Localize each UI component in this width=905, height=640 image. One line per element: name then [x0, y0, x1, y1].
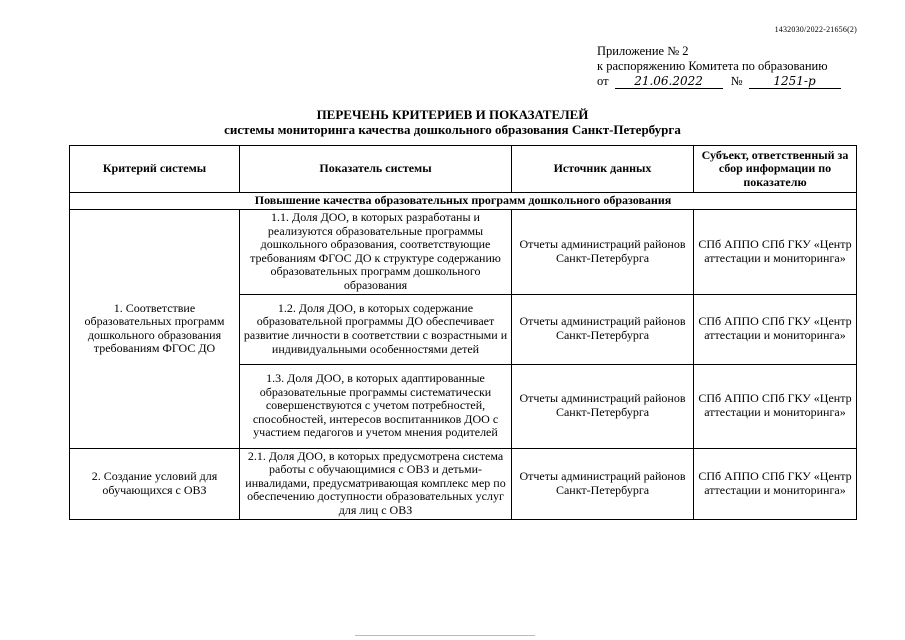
header-criterion: Критерий системы — [70, 146, 240, 193]
appendix-order-line: к распоряжению Комитета по образованию — [597, 59, 828, 73]
section-title: Повышение качества образовательных программ дошкольного образования — [70, 193, 857, 210]
responsible-cell: СПб АППО СПб ГКУ «Центр аттестации и мониторинга» — [694, 448, 857, 519]
page-title — [0, 107, 905, 137]
section-row — [70, 193, 857, 210]
scan-artifact-line — [355, 635, 535, 636]
responsible-cell: СПб АППО СПб ГКУ «Центр аттестации и мониторинга» — [694, 210, 857, 295]
appendix-block — [597, 44, 841, 89]
source-cell: Отчеты администраций районов Санкт-Петербурга — [512, 294, 694, 364]
handwritten-number: 1251-р — [749, 74, 841, 89]
criterion-cell: 2. Создание условий для обучающихся с ОВЗ — [70, 448, 240, 519]
indicator-cell: 1.2. Доля ДОО, в которых содержание образовательной программы ДО обеспечивает развитие личности в соответствии с возрастными и индивидуальными особенностями детей — [240, 294, 512, 364]
header-source: Источник данных — [512, 146, 694, 193]
indicator-cell: 1.1. Доля ДОО, в которых разработаны и реализуются образовательные программы дошкольного образования, соответствующие требованиям ФГОС ДО к структуре содержанию образовательных программ дошкольного образования — [240, 210, 512, 295]
from-label: от — [597, 74, 609, 88]
source-cell: Отчеты администраций районов Санкт-Петербурга — [512, 210, 694, 295]
document-number: 1432030/2022-21656(2) — [774, 25, 857, 34]
table-row — [70, 210, 857, 295]
appendix-date-number-line — [597, 74, 841, 89]
criterion-cell: 1. Соответствие образовательных программ дошкольного образования требованиям ФГОС ДО — [70, 210, 240, 449]
criteria-table — [69, 145, 857, 520]
source-cell: Отчеты администраций районов Санкт-Петербурга — [512, 364, 694, 448]
header-responsible: Субъект, ответственный за сбор информации по показателю — [694, 146, 857, 193]
source-cell: Отчеты администраций районов Санкт-Петербурга — [512, 448, 694, 519]
table-row — [70, 448, 857, 519]
number-label: № — [730, 74, 743, 88]
table-header-row — [70, 146, 857, 193]
appendix-title: Приложение № 2 — [597, 44, 689, 58]
title-line-2: системы мониторинга качества дошкольного образования Санкт-Петербурга — [224, 122, 681, 137]
indicator-cell: 2.1. Доля ДОО, в которых предусмотрена система работы с обучающимися с ОВЗ и детьми-инвалидами, предусматривающая комплекс мер по обеспечению доступности образовательных услуг для лиц с ОВЗ — [240, 448, 512, 519]
header-indicator: Показатель системы — [240, 146, 512, 193]
responsible-cell: СПб АППО СПб ГКУ «Центр аттестации и мониторинга» — [694, 364, 857, 448]
responsible-cell: СПб АППО СПб ГКУ «Центр аттестации и мониторинга» — [694, 294, 857, 364]
title-line-1: ПЕРЕЧЕНЬ КРИТЕРИЕВ И ПОКАЗАТЕЛЕЙ — [316, 107, 589, 122]
indicator-cell: 1.3. Доля ДОО, в которых адаптированные образовательные программы систематически совершенствуются с учетом потребностей, способностей, интересов воспитанников ДОО с участием педагогов и учетом мнения родителей — [240, 364, 512, 448]
handwritten-date: 21.06.2022 — [615, 74, 723, 89]
